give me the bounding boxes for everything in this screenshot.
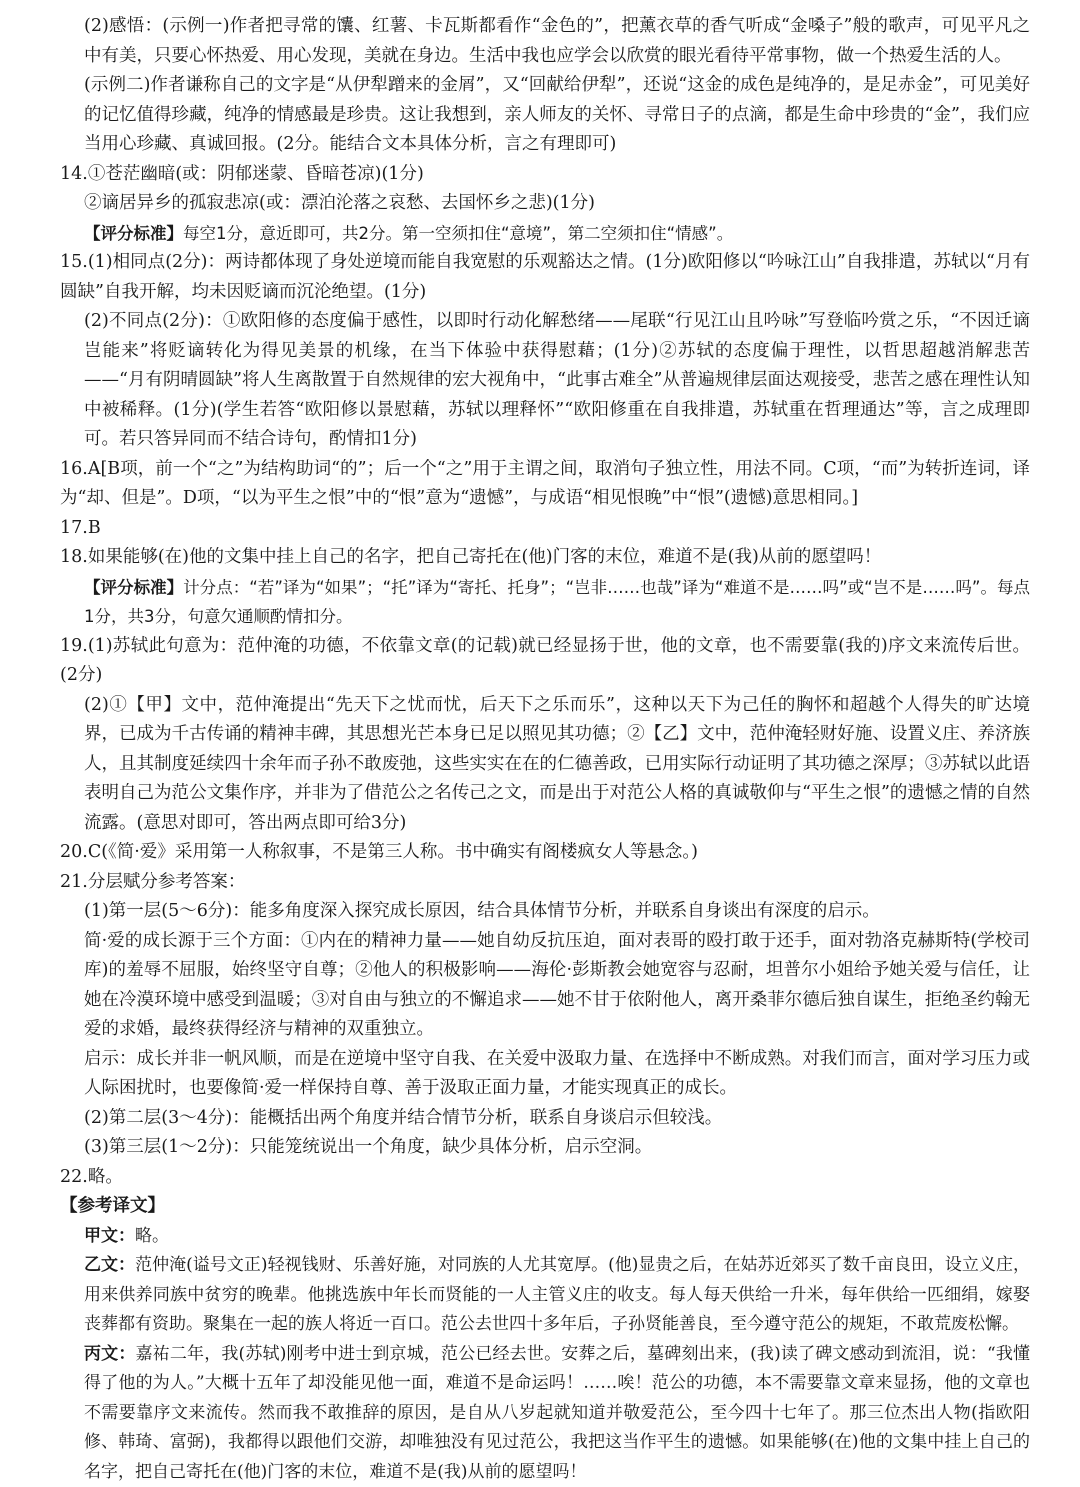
answer-text: 计分点：“若”译为“如果”；“托”译为“寄托、托身”；“岂非……也哉”译为“难道不是……吗”或“岂不是……吗”。每点1分，共3分，句意欠通顺酌情扣分。 [84, 578, 1030, 627]
answer-text: 简·爱的成长源于三个方面：①内在的精神力量——她自幼反抗压迫，面对表哥的殴打敢于还手，面对勃洛克赫斯特(学校司库)的羞辱不屈服，始终坚守自尊；②他人的积极影响——海伦·彭斯教会她宽容与忍耐，坦普尔小姐给予她关爱与信任，让她在冷漠环境中感受到温暖；③对自由与独立的不懈追求——她不甘于依附他人，离开桑菲尔德后独自谋生，拒绝圣约翰无爱的求婚，最终获得经济与精神的双重独立。 [84, 931, 1030, 1040]
answer-paragraph [50, 514, 1030, 544]
answer-text: 22.略。 [60, 1167, 123, 1187]
answer-text: 18.如果能够(在)他的文集中挂上自己的名字，把自己寄托在(他)门客的末位，难道不是(我)从前的愿望吗！ [60, 547, 881, 567]
answer-paragraph [50, 632, 1030, 691]
answer-text: 15.(1)相同点(2分)：两诗都体现了身处逆境而能自我宽慰的乐观豁达之情。(1分)欧阳修以“吟咏江山”自我排遣，苏轼以“月有圆缺”自我开解，均未因贬谪而沉沦绝望。(1分) [60, 252, 1030, 302]
translation-paragraph [50, 1340, 1030, 1487]
answer-text: 20.C(《简·爱》采用第一人称叙事，不是第三人称。书中确实有阁楼疯女人等悬念。) [60, 842, 698, 862]
answer-text: 21.分层赋分参考答案： [60, 872, 245, 892]
answer-paragraph [50, 307, 1030, 455]
answer-paragraph [50, 927, 1030, 1045]
answer-paragraph [50, 219, 1030, 249]
translation-label: 甲文： [84, 1226, 135, 1246]
answer-paragraph [50, 189, 1030, 219]
answer-paragraph [50, 455, 1030, 514]
answer-paragraph [50, 838, 1030, 868]
translation-label: 丙文： [84, 1344, 136, 1364]
answer-paragraph [50, 573, 1030, 632]
translation-heading: 【参考译文】 [50, 1192, 1030, 1222]
answer-paragraph [50, 160, 1030, 190]
answer-text: (2)①【甲】文中，范仲淹提出“先天下之忧而忧，后天下之乐而乐”，这种以天下为己任的胸怀和超越个人得失的旷达境界，已成为千古传诵的精神丰碑，其思想光芒本身已足以照见其功德；②【乙】文中，范仲淹轻财好施、设置义庄、养济族人，且其制度延续四十余年而子孙不敢废弛，这些实实在在的仁德善政，已用实际行动证明了其功德之深厚；③苏轼以此语表明自己为范公文集作序，并非为了借范公之名传己之文，而是出于对范公人格的真诚敬仰与“平生之恨”的遗憾之情的自然流露。(意思对即可，答出两点即可给3分) [84, 695, 1030, 833]
answer-text: ②谪居异乡的孤寂悲凉(或：漂泊沦落之哀愁、去国怀乡之悲)(1分) [84, 193, 595, 213]
translation-list [50, 1222, 1030, 1487]
answer-text: 17.B [60, 518, 101, 538]
answer-text: (示例二)作者谦称自己的文字是“从伊犁蹭来的金屑”，又“回献给伊犁”，还说“这金的成色是纯净的，是足赤金”，可见美好的记忆值得珍藏，纯净的情感最是珍贵。这让我想到，亲人师友的关怀、寻常日子的点滴，都是生命中珍贵的“金”，我们应当用心珍藏、真诚回报。(2分。能结合文本具体分析，言之有理即可) [84, 75, 1030, 154]
scoring-criteria-label: 【评分标准】 [84, 224, 183, 243]
translation-paragraph [50, 1222, 1030, 1252]
answer-text: 19.(1)苏轼此句意为：范仲淹的功德，不依靠文章(的记载)就已经显扬于世，他的文章，也不需要靠(我的)序文来流传后世。(2分) [60, 636, 1030, 686]
answer-text: 16.A[B项，前一个“之”为结构助词“的”；后一个“之”用于主谓之间，取消句子独立性，用法不同。C项，“而”为转折连词，译为“却、但是”。D项，“以为平生之恨”中的“恨”意为“遗憾”，与成语“相见恨晚”中“恨”(遗憾)意思相同。] [60, 459, 1030, 509]
answer-paragraph [50, 1045, 1030, 1104]
translation-text: 略。 [135, 1226, 169, 1246]
answer-text: (2)感悟：(示例一)作者把寻常的馕、红薯、卡瓦斯都看作“金色的”，把薰衣草的香气听成“金嗓子”般的歌声，可见平凡之中有美，只要心怀热爱、用心发现，美就在身边。生活中我也应学会以欣赏的眼光看待平常事物，做一个热爱生活的人。 [84, 16, 1030, 66]
answer-text: (2)第二层(3～4分)：能概括出两个角度并结合情节分析，联系自身谈启示但较浅。 [84, 1108, 722, 1128]
answer-text: (1)第一层(5～6分)：能多角度深入探究成长原因，结合具体情节分析，并联系自身谈出有深度的启示。 [84, 901, 880, 921]
translation-text: 嘉祐二年，我(苏轼)刚考中进士到京城，范公已经去世。安葬之后，墓碑刻出来，(我)读了碑文感动到流泪，说：“我懂得了他的为人。”大概十五年了却没能见他一面，难道不是命运吗！……唉！范公的功德，本不需要靠文章来显扬，他的文章也不需要靠序文来流传。然而我不敢推辞的原因，是自从八岁起就知道并敬爱范公，至今四十七年了。那三位杰出人物(指欧阳修、韩琦、富弼)，我都得以跟他们交游，却唯独没有见过范公，我把这当作平生的遗憾。如果能够(在)他的文集中挂上自己的名字，把自己寄托在(他)门客的末位，难道不是(我)从前的愿望吗！ [84, 1344, 1030, 1482]
answer-paragraph [50, 897, 1030, 927]
answer-text: 每空1分，意近即可，共2分。第一空须扣住“意境”，第二空须扣住“情感”。 [183, 224, 733, 243]
answer-paragraph [50, 248, 1030, 307]
answer-text: (3)第三层(1～2分)：只能笼统说出一个角度，缺少具体分析，启示空洞。 [84, 1137, 652, 1157]
scoring-criteria-label: 【评分标准】 [84, 578, 183, 597]
answer-text: (2)不同点(2分)：①欧阳修的态度偏于感性，以即时行动化解愁绪——尾联“行见江山且吟咏”写登临吟赏之乐，“不因迁谪岂能来”将贬谪转化为得见美景的机缘，在当下体验中获得慰藉；(1分)②苏轼的态度偏于理性，以哲思超越消解悲苦——“月有阴晴圆缺”将人生离散置于自然规律的宏大视角中，“此事古难全”从普遍规律层面达观接受，悲苦之感在理性认知中被稀释。(1分)(学生若答“欧阳修以景慰藉，苏轼以理释怀”“欧阳修重在自我排遣，苏轼重在哲理通达”等，言之成理即可。若只答异同而不结合诗句，酌情扣1分) [84, 311, 1030, 449]
answer-paragraph [50, 71, 1030, 160]
answer-text: 启示：成长并非一帆风顺，而是在逆境中坚守自我、在关爱中汲取力量、在选择中不断成熟。对我们而言，面对学习压力或人际困扰时，也要像简·爱一样保持自尊、善于汲取正面力量，才能实现真正的成长。 [84, 1049, 1030, 1099]
translation-paragraph [50, 1251, 1030, 1340]
answer-paragraph [50, 1104, 1030, 1134]
translation-text: 范仲淹(谥号文正)轻视钱财、乐善好施，对同族的人尤其宽厚。(他)显贵之后，在姑苏近郊买了数千亩良田，设立义庄，用来供养同族中贫穷的晚辈。他挑选族中年长而贤能的一人主管义庄的收支。每人每天供给一升米，每年供给一匹细绢，嫁娶丧葬都有资助。聚集在一起的族人将近一百口。范公去世四十多年后，子孙贤能善良，至今遵守范公的规矩，不敢荒废松懈。 [84, 1255, 1030, 1334]
answer-paragraph [50, 1133, 1030, 1163]
answer-paragraph [50, 543, 1030, 573]
answer-text: 14.①苍茫幽暗(或：阴郁迷蒙、昏暗苍凉)(1分) [60, 164, 424, 184]
answer-list [50, 12, 1030, 1192]
answer-paragraph [50, 691, 1030, 839]
answer-paragraph [50, 1163, 1030, 1193]
answer-paragraph [50, 868, 1030, 898]
answer-paragraph [50, 12, 1030, 71]
translation-label: 乙文： [84, 1255, 135, 1275]
